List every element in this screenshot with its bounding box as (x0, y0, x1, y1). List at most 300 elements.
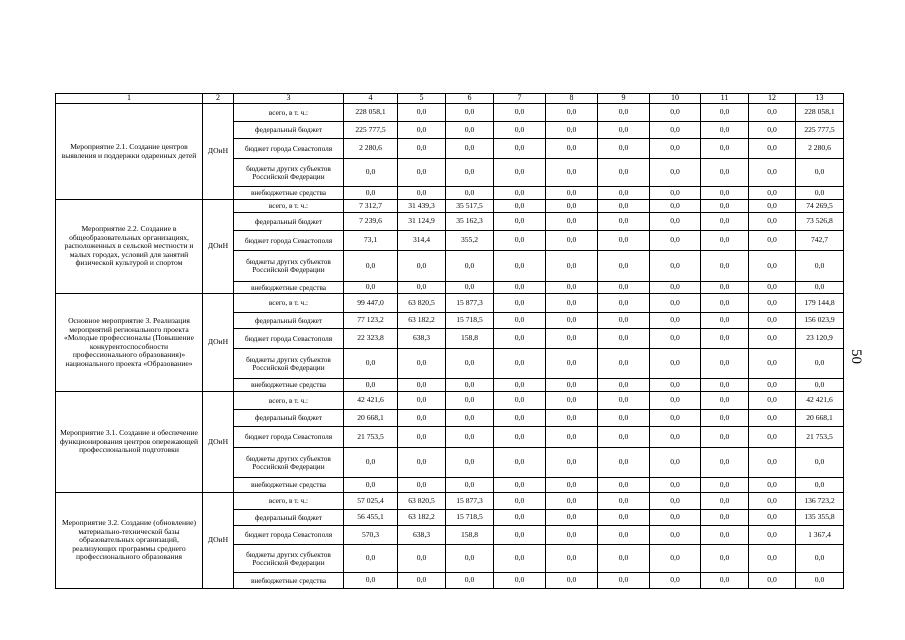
executor: ДОиН (203, 104, 234, 200)
amount-cell: 0,0 (796, 573, 844, 589)
amount-cell: 0,0 (494, 282, 546, 294)
amount-cell: 0,0 (494, 427, 546, 448)
amount-cell: 0,0 (598, 294, 650, 313)
amount-cell: 0,0 (749, 200, 796, 213)
table-body (56, 104, 844, 589)
amount-cell: 0,0 (749, 478, 796, 493)
amount-cell: 56 455,1 (344, 510, 398, 526)
amount-cell: 228 058,1 (344, 104, 398, 122)
amount-cell: 158,8 (446, 329, 494, 349)
column-header: 13 (796, 94, 844, 104)
amount-cell: 0,0 (749, 545, 796, 573)
amount-cell: 2 280,6 (796, 139, 844, 159)
amount-cell: 0,0 (546, 448, 598, 478)
amount-cell: 0,0 (650, 573, 701, 589)
amount-cell: 0,0 (650, 448, 701, 478)
amount-cell: 0,0 (749, 349, 796, 379)
amount-cell: 0,0 (701, 493, 749, 510)
amount-cell: 0,0 (598, 231, 650, 251)
amount-cell: 0,0 (494, 573, 546, 589)
funding-source: бюджеты других субъектов Российской Федерации (234, 159, 344, 187)
amount-cell: 0,0 (650, 545, 701, 573)
amount-cell: 0,0 (701, 104, 749, 122)
amount-cell: 0,0 (546, 187, 598, 200)
amount-cell: 99 447,0 (344, 294, 398, 313)
amount-cell: 0,0 (446, 427, 494, 448)
amount-cell: 0,0 (650, 187, 701, 200)
amount-cell: 0,0 (701, 200, 749, 213)
funding-source: федеральный бюджет (234, 313, 344, 329)
amount-cell: 63 820,5 (398, 493, 446, 510)
amount-cell: 0,0 (701, 329, 749, 349)
amount-cell: 0,0 (650, 427, 701, 448)
funding-source: бюджет города Севастополя (234, 231, 344, 251)
amount-cell: 0,0 (398, 122, 446, 139)
amount-cell: 0,0 (398, 427, 446, 448)
amount-cell: 0,0 (494, 410, 546, 427)
amount-cell: 0,0 (494, 329, 546, 349)
amount-cell: 0,0 (701, 478, 749, 493)
amount-cell: 179 144,8 (796, 294, 844, 313)
amount-cell: 135 355,8 (796, 510, 844, 526)
amount-cell: 15 877,3 (446, 294, 494, 313)
amount-cell: 0,0 (546, 478, 598, 493)
amount-cell: 74 269,5 (796, 200, 844, 213)
amount-cell: 0,0 (701, 213, 749, 231)
amount-cell: 0,0 (344, 349, 398, 379)
column-header: 12 (749, 94, 796, 104)
amount-cell: 0,0 (546, 329, 598, 349)
amount-cell: 0,0 (546, 122, 598, 139)
amount-cell: 0,0 (494, 104, 546, 122)
amount-cell: 0,0 (494, 392, 546, 410)
amount-cell: 0,0 (701, 282, 749, 294)
amount-cell: 0,0 (398, 448, 446, 478)
activity-name: Мероприятие 2.2. Создание в общеобразовательных организациях, расположенных в сельской местности и малых городах, условий для занятий физической культурой и спортом (56, 200, 203, 294)
amount-cell: 225 777,5 (796, 122, 844, 139)
amount-cell: 0,0 (749, 231, 796, 251)
amount-cell: 0,0 (701, 187, 749, 200)
executor: ДОиН (203, 493, 234, 589)
amount-cell: 0,0 (546, 349, 598, 379)
amount-cell: 15 718,5 (446, 510, 494, 526)
amount-cell: 0,0 (701, 231, 749, 251)
amount-cell: 0,0 (650, 510, 701, 526)
amount-cell: 0,0 (546, 213, 598, 231)
amount-cell: 0,0 (494, 379, 546, 392)
amount-cell: 0,0 (446, 251, 494, 282)
amount-cell: 156 023,9 (796, 313, 844, 329)
amount-cell: 0,0 (546, 526, 598, 545)
amount-cell: 0,0 (749, 313, 796, 329)
amount-cell: 0,0 (398, 159, 446, 187)
amount-cell: 0,0 (796, 478, 844, 493)
amount-cell: 0,0 (546, 379, 598, 392)
amount-cell: 0,0 (446, 392, 494, 410)
amount-cell: 0,0 (494, 139, 546, 159)
amount-cell: 0,0 (546, 313, 598, 329)
amount-cell: 0,0 (749, 573, 796, 589)
amount-cell: 225 777,5 (344, 122, 398, 139)
amount-cell: 0,0 (598, 329, 650, 349)
amount-cell: 0,0 (546, 139, 598, 159)
funding-source: федеральный бюджет (234, 510, 344, 526)
column-header: 8 (546, 94, 598, 104)
amount-cell: 0,0 (446, 122, 494, 139)
executor: ДОиН (203, 200, 234, 294)
funding-source: внебюджетные средства (234, 379, 344, 392)
amount-cell: 0,0 (650, 200, 701, 213)
amount-cell: 0,0 (598, 573, 650, 589)
amount-cell: 0,0 (749, 122, 796, 139)
amount-cell: 0,0 (494, 510, 546, 526)
funding-source: внебюджетные средства (234, 573, 344, 589)
amount-cell: 0,0 (598, 410, 650, 427)
funding-source: всего, в т. ч.: (234, 493, 344, 510)
amount-cell: 0,0 (344, 379, 398, 392)
amount-cell: 23 120,9 (796, 329, 844, 349)
funding-source: бюджет города Севастополя (234, 526, 344, 545)
amount-cell: 0,0 (598, 282, 650, 294)
amount-cell: 0,0 (701, 573, 749, 589)
amount-cell: 0,0 (546, 294, 598, 313)
amount-cell: 0,0 (749, 392, 796, 410)
amount-cell: 0,0 (749, 251, 796, 282)
amount-cell: 0,0 (650, 104, 701, 122)
amount-cell: 42 421,6 (796, 392, 844, 410)
amount-cell: 0,0 (398, 545, 446, 573)
amount-cell: 0,0 (398, 187, 446, 200)
amount-cell: 0,0 (546, 159, 598, 187)
amount-cell: 0,0 (749, 104, 796, 122)
amount-cell: 0,0 (598, 526, 650, 545)
amount-cell: 0,0 (650, 294, 701, 313)
amount-cell: 638,3 (398, 329, 446, 349)
amount-cell: 0,0 (494, 448, 546, 478)
amount-cell: 0,0 (796, 379, 844, 392)
amount-cell: 0,0 (650, 282, 701, 294)
funding-source: федеральный бюджет (234, 213, 344, 231)
amount-cell: 7 312,7 (344, 200, 398, 213)
amount-cell: 0,0 (494, 159, 546, 187)
amount-cell: 0,0 (598, 139, 650, 159)
table-row (56, 200, 844, 213)
amount-cell: 0,0 (749, 187, 796, 200)
amount-cell: 0,0 (546, 392, 598, 410)
amount-cell: 0,0 (446, 104, 494, 122)
activity-name: Мероприятие 3.2. Создание (обновление) материально-технической базы образовательных организаций, реализующих программы среднего профессионального образования (56, 493, 203, 589)
amount-cell: 1 367,4 (796, 526, 844, 545)
amount-cell: 0,0 (598, 313, 650, 329)
amount-cell: 0,0 (546, 493, 598, 510)
amount-cell: 0,0 (598, 379, 650, 392)
amount-cell: 20 668,1 (796, 410, 844, 427)
amount-cell: 0,0 (749, 282, 796, 294)
amount-cell: 314,4 (398, 231, 446, 251)
amount-cell: 35 162,3 (446, 213, 494, 231)
funding-source: бюджет города Севастополя (234, 139, 344, 159)
amount-cell: 355,2 (446, 231, 494, 251)
amount-cell: 0,0 (701, 349, 749, 379)
amount-cell: 15 877,3 (446, 493, 494, 510)
amount-cell: 0,0 (796, 282, 844, 294)
amount-cell: 638,3 (398, 526, 446, 545)
amount-cell: 0,0 (749, 159, 796, 187)
amount-cell: 0,0 (598, 251, 650, 282)
amount-cell: 0,0 (446, 282, 494, 294)
amount-cell: 0,0 (796, 448, 844, 478)
amount-cell: 22 323,8 (344, 329, 398, 349)
funding-source: бюджеты других субъектов Российской Федерации (234, 545, 344, 573)
amount-cell: 0,0 (701, 510, 749, 526)
funding-source: федеральный бюджет (234, 122, 344, 139)
amount-cell: 0,0 (398, 478, 446, 493)
amount-cell: 0,0 (494, 493, 546, 510)
amount-cell: 0,0 (650, 251, 701, 282)
amount-cell: 0,0 (749, 379, 796, 392)
amount-cell: 0,0 (446, 448, 494, 478)
amount-cell: 0,0 (796, 251, 844, 282)
amount-cell: 0,0 (344, 478, 398, 493)
funding-source: внебюджетные средства (234, 478, 344, 493)
amount-cell: 0,0 (446, 159, 494, 187)
amount-cell: 20 668,1 (344, 410, 398, 427)
funding-source: федеральный бюджет (234, 410, 344, 427)
amount-cell: 0,0 (650, 329, 701, 349)
amount-cell: 0,0 (494, 200, 546, 213)
funding-source: бюджет города Севастополя (234, 427, 344, 448)
amount-cell: 0,0 (494, 349, 546, 379)
amount-cell: 0,0 (701, 410, 749, 427)
amount-cell: 0,0 (701, 313, 749, 329)
amount-cell: 0,0 (494, 526, 546, 545)
funding-source: внебюджетные средства (234, 282, 344, 294)
amount-cell: 0,0 (598, 349, 650, 379)
amount-cell: 0,0 (546, 200, 598, 213)
amount-cell: 0,0 (344, 448, 398, 478)
amount-cell: 0,0 (650, 313, 701, 329)
amount-cell: 0,0 (701, 122, 749, 139)
amount-cell: 0,0 (749, 510, 796, 526)
amount-cell: 0,0 (650, 379, 701, 392)
column-header: 4 (344, 94, 398, 104)
amount-cell: 2 280,6 (344, 139, 398, 159)
amount-cell: 0,0 (749, 213, 796, 231)
amount-cell: 0,0 (398, 349, 446, 379)
amount-cell: 0,0 (598, 200, 650, 213)
amount-cell: 228 058,1 (796, 104, 844, 122)
amount-cell: 0,0 (749, 448, 796, 478)
amount-cell: 0,0 (701, 139, 749, 159)
amount-cell: 0,0 (650, 122, 701, 139)
amount-cell: 0,0 (398, 139, 446, 159)
amount-cell: 0,0 (796, 545, 844, 573)
amount-cell: 0,0 (398, 573, 446, 589)
amount-cell: 0,0 (650, 526, 701, 545)
amount-cell: 0,0 (494, 187, 546, 200)
amount-cell: 73,1 (344, 231, 398, 251)
amount-cell: 0,0 (749, 139, 796, 159)
amount-cell: 0,0 (749, 329, 796, 349)
amount-cell: 0,0 (494, 213, 546, 231)
amount-cell: 0,0 (344, 159, 398, 187)
amount-cell: 0,0 (398, 104, 446, 122)
amount-cell: 0,0 (494, 478, 546, 493)
amount-cell: 7 239,6 (344, 213, 398, 231)
amount-cell: 0,0 (701, 427, 749, 448)
amount-cell: 0,0 (749, 493, 796, 510)
funding-source: всего, в т. ч.: (234, 294, 344, 313)
amount-cell: 0,0 (701, 448, 749, 478)
amount-cell: 0,0 (650, 410, 701, 427)
amount-cell: 21 753,5 (796, 427, 844, 448)
amount-cell: 0,0 (398, 379, 446, 392)
amount-cell: 0,0 (546, 545, 598, 573)
amount-cell: 0,0 (598, 213, 650, 231)
amount-cell: 0,0 (598, 448, 650, 478)
header-row (56, 94, 844, 104)
amount-cell: 0,0 (796, 349, 844, 379)
amount-cell: 0,0 (446, 545, 494, 573)
amount-cell: 63 820,5 (398, 294, 446, 313)
amount-cell: 0,0 (598, 159, 650, 187)
amount-cell: 77 123,2 (344, 313, 398, 329)
column-header: 1 (56, 94, 203, 104)
amount-cell: 0,0 (446, 187, 494, 200)
table-row (56, 493, 844, 510)
amount-cell: 0,0 (650, 139, 701, 159)
amount-cell: 0,0 (701, 392, 749, 410)
amount-cell: 0,0 (796, 159, 844, 187)
amount-cell: 0,0 (598, 104, 650, 122)
funding-source: всего, в т. ч.: (234, 200, 344, 213)
amount-cell: 0,0 (650, 478, 701, 493)
amount-cell: 0,0 (398, 410, 446, 427)
amount-cell: 0,0 (344, 573, 398, 589)
amount-cell: 0,0 (446, 349, 494, 379)
column-header: 10 (650, 94, 701, 104)
amount-cell: 0,0 (494, 313, 546, 329)
executor: ДОиН (203, 294, 234, 392)
table-row (56, 104, 844, 122)
amount-cell: 0,0 (546, 104, 598, 122)
amount-cell: 0,0 (446, 410, 494, 427)
column-header: 9 (598, 94, 650, 104)
amount-cell: 15 718,5 (446, 313, 494, 329)
amount-cell: 0,0 (749, 427, 796, 448)
amount-cell: 0,0 (598, 478, 650, 493)
column-header: 3 (234, 94, 344, 104)
amount-cell: 0,0 (546, 573, 598, 589)
amount-cell: 0,0 (701, 294, 749, 313)
amount-cell: 0,0 (446, 139, 494, 159)
amount-cell: 63 182,2 (398, 510, 446, 526)
amount-cell: 0,0 (546, 510, 598, 526)
amount-cell: 0,0 (749, 526, 796, 545)
amount-cell: 742,7 (796, 231, 844, 251)
amount-cell: 31 439,3 (398, 200, 446, 213)
amount-cell: 0,0 (701, 545, 749, 573)
amount-cell: 0,0 (650, 159, 701, 187)
activity-name: Мероприятие 3.1. Создание и обеспечение функционирования центров опережающей профессиональной подготовки (56, 392, 203, 493)
budget-table-container (55, 93, 844, 589)
column-header: 6 (446, 94, 494, 104)
amount-cell: 0,0 (650, 349, 701, 379)
column-header: 5 (398, 94, 446, 104)
amount-cell: 0,0 (598, 122, 650, 139)
amount-cell: 31 124,9 (398, 213, 446, 231)
amount-cell: 35 517,5 (446, 200, 494, 213)
funding-source: бюджеты других субъектов Российской Федерации (234, 349, 344, 379)
amount-cell: 0,0 (398, 282, 446, 294)
activity-name: Основное мероприятие 3. Реализация мероприятий регионального проекта «Молодые профессионалы (Повышение конкурентоспособности профессионального образования)» национального проекта «Образование» (56, 294, 203, 392)
amount-cell: 0,0 (701, 379, 749, 392)
amount-cell: 0,0 (494, 545, 546, 573)
amount-cell: 0,0 (344, 545, 398, 573)
activity-name: Мероприятие 2.1. Создание центров выявления и поддержки одаренных детей (56, 104, 203, 200)
amount-cell: 0,0 (494, 251, 546, 282)
column-header: 7 (494, 94, 546, 104)
amount-cell: 0,0 (749, 410, 796, 427)
table-row (56, 392, 844, 410)
funding-source: бюджеты других субъектов Российской Федерации (234, 448, 344, 478)
budget-table (55, 93, 844, 589)
amount-cell: 158,8 (446, 526, 494, 545)
funding-source: бюджеты других субъектов Российской Федерации (234, 251, 344, 282)
amount-cell: 0,0 (398, 251, 446, 282)
column-header: 2 (203, 94, 234, 104)
amount-cell: 0,0 (598, 392, 650, 410)
amount-cell: 0,0 (701, 159, 749, 187)
amount-cell: 0,0 (344, 187, 398, 200)
amount-cell: 0,0 (546, 231, 598, 251)
amount-cell: 57 025,4 (344, 493, 398, 510)
amount-cell: 0,0 (494, 231, 546, 251)
funding-source: внебюджетные средства (234, 187, 344, 200)
amount-cell: 0,0 (749, 294, 796, 313)
table-row (56, 294, 844, 313)
amount-cell: 0,0 (598, 427, 650, 448)
funding-source: бюджет города Севастополя (234, 329, 344, 349)
amount-cell: 0,0 (446, 573, 494, 589)
amount-cell: 0,0 (398, 392, 446, 410)
amount-cell: 0,0 (546, 282, 598, 294)
amount-cell: 21 753,5 (344, 427, 398, 448)
amount-cell: 0,0 (494, 294, 546, 313)
amount-cell: 0,0 (796, 187, 844, 200)
column-header: 11 (701, 94, 749, 104)
amount-cell: 0,0 (598, 493, 650, 510)
amount-cell: 570,3 (344, 526, 398, 545)
funding-source: всего, в т. ч.: (234, 104, 344, 122)
amount-cell: 0,0 (650, 231, 701, 251)
funding-source: всего, в т. ч.: (234, 392, 344, 410)
amount-cell: 0,0 (446, 478, 494, 493)
amount-cell: 0,0 (598, 187, 650, 200)
amount-cell: 0,0 (701, 526, 749, 545)
amount-cell: 136 723,2 (796, 493, 844, 510)
amount-cell: 0,0 (650, 213, 701, 231)
amount-cell: 0,0 (650, 493, 701, 510)
page-number: 50 (848, 349, 864, 364)
amount-cell: 63 182,2 (398, 313, 446, 329)
amount-cell: 0,0 (344, 251, 398, 282)
amount-cell: 0,0 (546, 427, 598, 448)
amount-cell: 0,0 (446, 379, 494, 392)
amount-cell: 0,0 (650, 392, 701, 410)
amount-cell: 42 421,6 (344, 392, 398, 410)
amount-cell: 0,0 (546, 410, 598, 427)
